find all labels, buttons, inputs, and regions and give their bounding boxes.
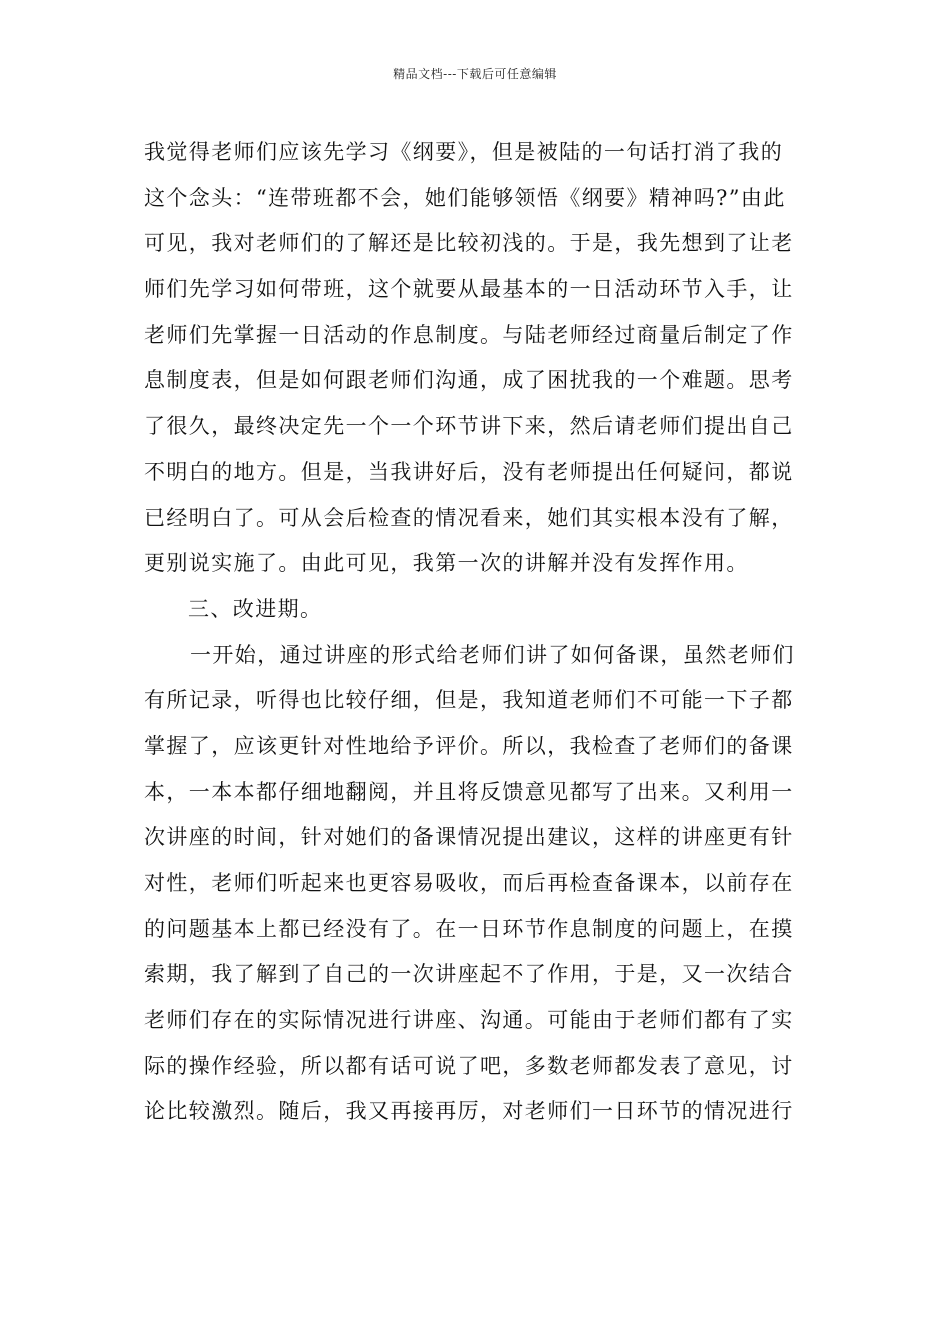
text-line: 老师们先掌握一日活动的作息制度。与陆老师经过商量后制定了作 [144,322,794,347]
text-line: 本，一本本都仔细地翻阅，并且将反馈意见都写了出来。又利用一 [144,779,794,804]
section-heading: 三、改进期。 [188,596,323,621]
text-line: 老师们存在的实际情况进行讲座、沟通。可能由于老师们都有了实 [144,1008,794,1033]
page-header: 精品文档---下载后可任意编辑 [393,67,557,81]
text-line: 次讲座的时间，针对她们的备课情况提出建议，这样的讲座更有针 [144,825,794,850]
text-line: 息制度表，但是如何跟老师们沟通，成了困扰我的一个难题。思考 [144,368,794,393]
text-line: 不明白的地方。但是，当我讲好后，没有老师提出任何疑问，都说 [144,459,794,484]
text-line: 师们先学习如何带班，这个就要从最基本的一日活动环节入手，让 [144,277,794,302]
text-line: 际的操作经验，所以都有话可说了吧，多数老师都发表了意见，讨 [144,1053,794,1078]
text-line: 这个念头：“连带班都不会，她们能够领悟《纲要》精神吗?”由此 [144,185,786,210]
text-line: 论比较激烈。随后，我又再接再厉，对老师们一日环节的情况进行 [144,1099,794,1124]
text-line: 索期，我了解到了自己的一次讲座起不了作用，于是，又一次结合 [144,962,794,987]
text-line: 可见，我对老师们的了解还是比较初浅的。于是，我先想到了让老 [144,231,794,256]
text-line: 更别说实施了。由此可见，我第一次的讲解并没有发挥作用。 [144,551,749,576]
text-line: 有所记录，听得也比较仔细，但是，我知道老师们不可能一下子都 [144,688,794,713]
text-line: 我觉得老师们应该先学习《纲要》，但是被陆的一句话打消了我的 [144,140,784,164]
text-line: 一开始，通过讲座的形式给老师们讲了如何备课，虽然老师们 [190,642,795,667]
text-line: 对性，老师们听起来也更容易吸收，而后再检查备课本，以前存在 [144,871,794,895]
text-line: 已经明白了。可从会后检查的情况看来，她们其实根本没有了解， [144,505,794,530]
text-line: 了很久，最终决定先一个一个环节讲下来，然后请老师们提出自己 [144,414,794,439]
document-body [144,130,808,1135]
text-line: 掌握了，应该更针对性地给予评价。所以，我检查了老师们的备课 [144,733,794,758]
text-line: 的问题基本上都已经没有了。在一日环节作息制度的问题上，在摸 [144,916,794,941]
